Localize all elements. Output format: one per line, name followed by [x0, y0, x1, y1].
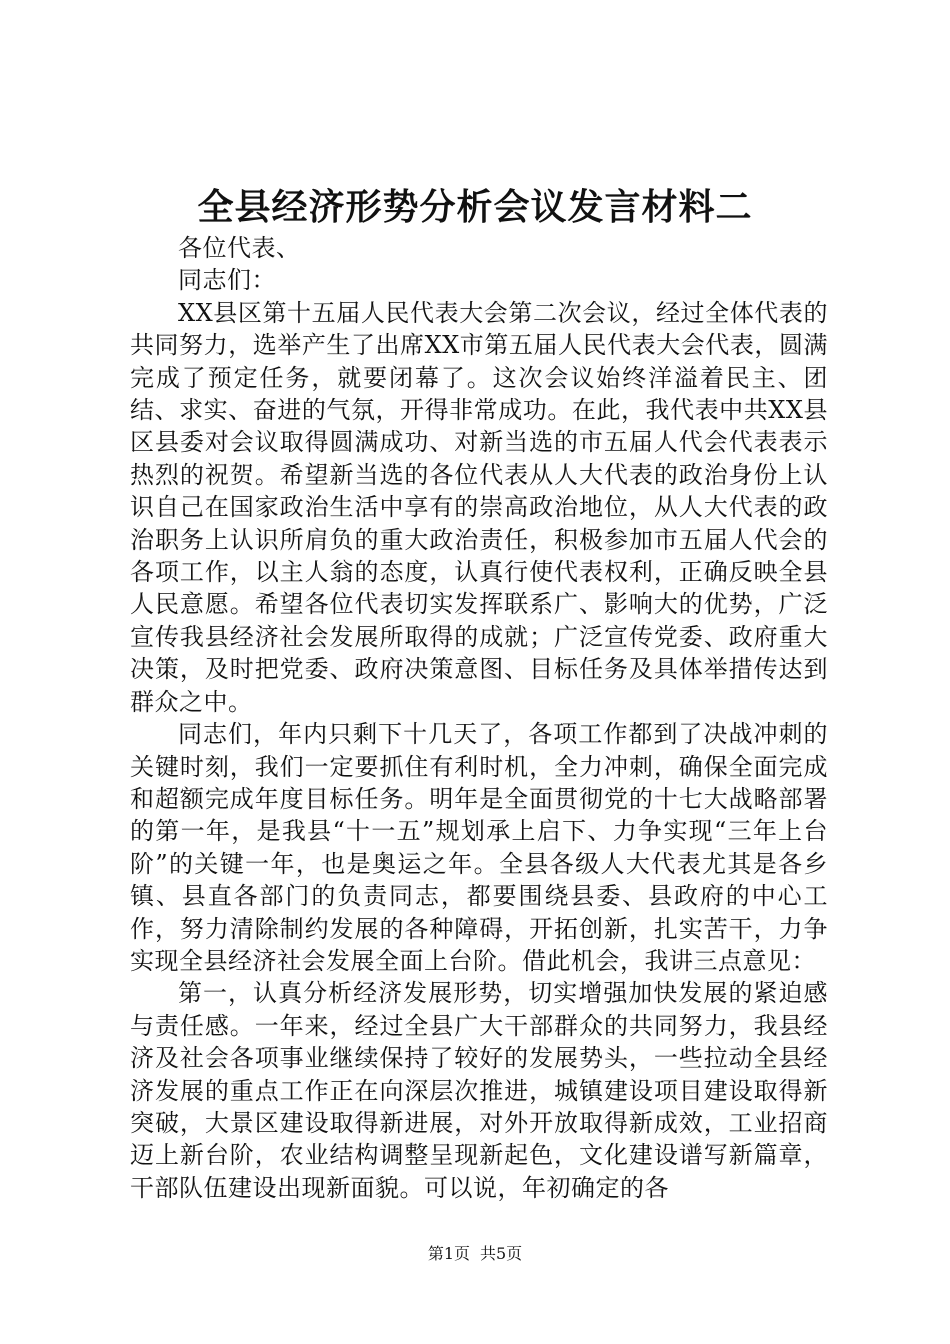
page-total: 共5页	[480, 1244, 523, 1263]
page-number: 第1页	[427, 1244, 470, 1263]
body-paragraph-2: 同志们，年内只剩下十几天了，各项工作都到了决战冲刺的关键时刻，我们一定要抓住有利时机，全力冲刺，确保全面完成和超额完成年度目标任务。明年是全面贯彻党的十七大战略部署的第一年，是我县“十一五”规划承上启下、力争实现“三年上台阶”的关键一年，也是奥运之年。全县各级人大代表尤其是各乡镇、县直各部门的负责同志，都要围绕县委、县政府的中心工作，努力清除制约发展的各种障碍，开拓创新，扎实苦干，力争实现全县经济社会发展全面上台阶。借此机会，我讲三点意见：	[130, 720, 828, 975]
body-paragraph-3: 第一，认真分析经济发展形势，切实增强加快发展的紧迫感与责任感。一年来，经过全县广大干部群众的共同努力，我县经济及社会各项事业继续保持了较好的发展势头，一些拉动全县经济发展的重点工作正在向深层次推进，城镇建设项目建设取得新突破，大景区建设取得新进展，对外开放取得新成效，工业招商迈上新台阶，农业结构调整呈现新起色，文化建设谱写新篇章，干部队伍建设出现新面貌。可以说，年初确定的各	[130, 979, 828, 1202]
page-footer	[0, 1243, 950, 1265]
document-title: 全县经济形势分析会议发言材料二	[197, 186, 753, 228]
document-body	[130, 232, 828, 1204]
salutation-line-2: 同志们：	[178, 266, 276, 295]
body-paragraph-1: XX县区第十五届人民代表大会第二次会议，经过全体代表的共同努力，选举产生了出席XX市第五届人民代表大会代表，圆满完成了预定任务，就要闭幕了。这次会议始终洋溢着民主、团结、求实、奋进的气氛，开得非常成功。在此，我代表中共XX县区县委对会议取得圆满成功、对新当选的市五届人代会代表表示热烈的祝贺。希望新当选的各位代表从人大代表的政治身份上认识自己在国家政治生活中享有的崇高政治地位，从人大代表的政治职务上认识所肩负的重大政治责任，积极参加市五届人代会的各项工作，以主人翁的态度，认真行使代表权利，正确反映全县人民意愿。希望各位代表切实发挥联系广、影响大的优势，广泛宣传我县经济社会发展所取得的成就；广泛宣传党委、政府重大决策，及时把党委、政府决策意图、目标任务及具体举措传达到群众之中。	[130, 298, 828, 716]
salutation-line-1: 各位代表、	[178, 234, 301, 262]
